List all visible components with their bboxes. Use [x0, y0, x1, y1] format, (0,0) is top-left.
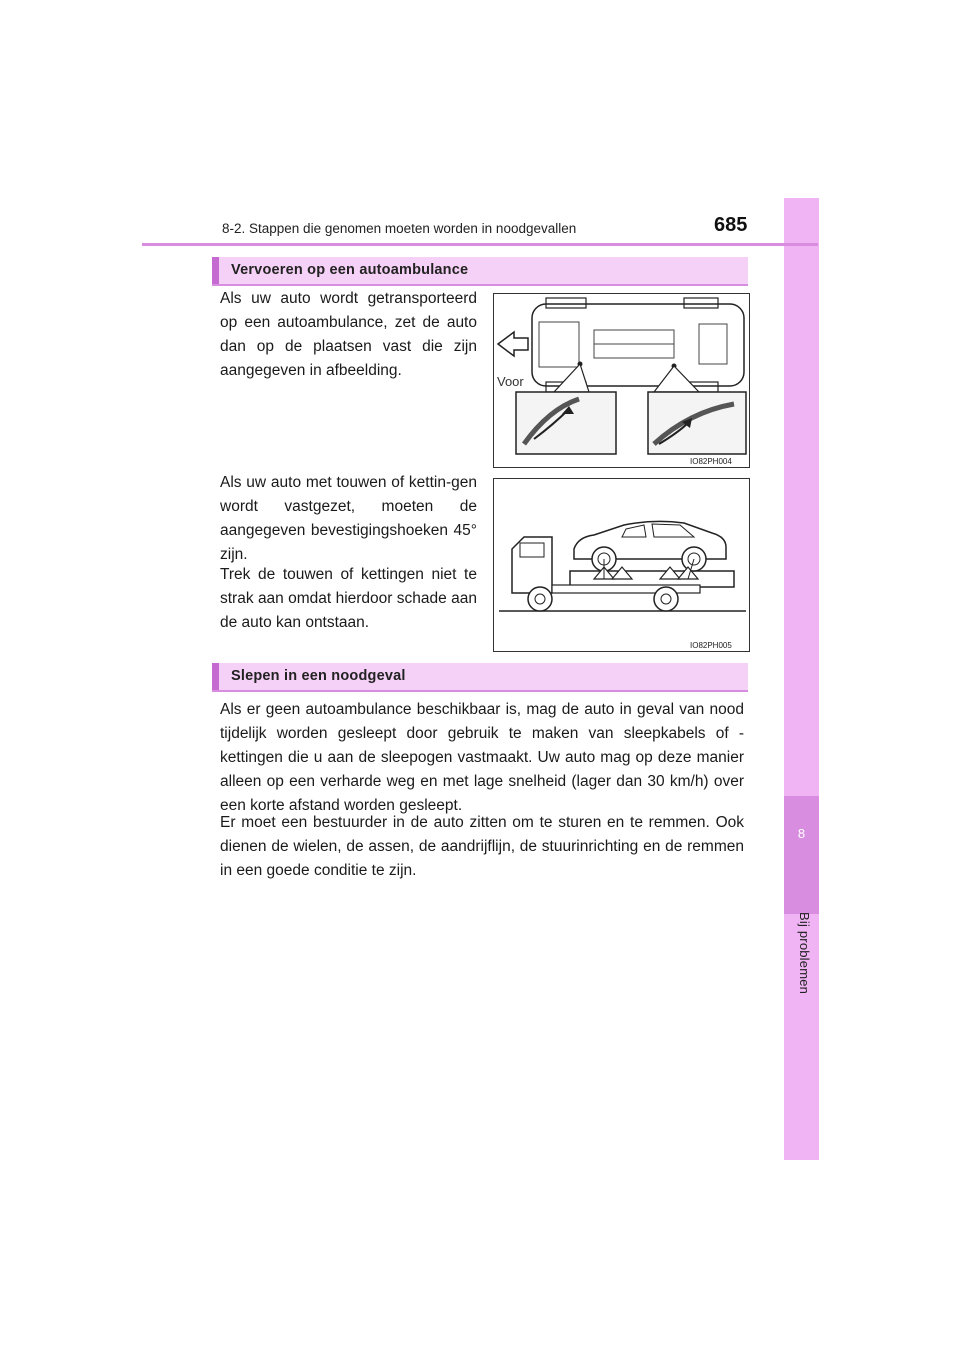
chapter-label: Bij problemen [797, 912, 812, 995]
paragraph-tension: Trek de touwen of kettingen niet te strak aan omdat hierdoor schade aan de auto kan ontstaan. [220, 566, 477, 631]
section-heading-towing [212, 663, 748, 690]
section-heading-text: Vervoeren op een autoambulance [231, 262, 469, 278]
figure-code: IO82PH004 [690, 457, 732, 466]
chapter-number-block [784, 796, 819, 914]
truck-transport-illustration [494, 479, 749, 651]
running-header: 8-2. Stappen die genomen moeten worden in noodgevallen [222, 221, 577, 236]
car-underside-illustration [494, 294, 749, 467]
paragraph-angle: Als uw auto met touwen of kettin-gen wordt vastgezet, moeten de aangegeven bevestigingshoeken 45° zijn. [220, 474, 477, 563]
header-rule [142, 243, 818, 246]
section-heading-text: Slepen in een noodgeval [231, 668, 406, 684]
figure-code: IO82PH005 [690, 641, 732, 650]
figure-car-on-truck [493, 478, 750, 652]
chapter-number: 8 [797, 826, 806, 841]
paragraph-driver-requirements: Er moet een bestuurder in de auto zitten om te sturen en te remmen. Ook dienen de wielen, de assen, de aandrijflijn, de stuurinrichting en de remmen in een goede conditie te zijn. [220, 814, 744, 879]
section-heading-transport [212, 257, 748, 284]
paragraph-transport-intro: Als uw auto wordt getransporteerd op een autoambulance, zet de auto dan op de plaatsen vast die zijn aangegeven in afbeelding. [220, 290, 477, 379]
page-number: 685 [714, 214, 748, 236]
front-label: Voor [497, 374, 524, 389]
figure-tie-down-points [493, 293, 750, 468]
paragraph-emergency-towing: Als er geen autoambulance beschikbaar is, mag de auto in geval van nood tijdelijk worden gesleept door gebruik te maken van sleepkabels of -kettingen die u aan de sleepogen vastmaakt. Uw auto mag op deze manier alleen op een verharde weg en met lage snelheid (lager dan 30 km/h) over een korte afstand worden gesleept. [220, 701, 744, 814]
